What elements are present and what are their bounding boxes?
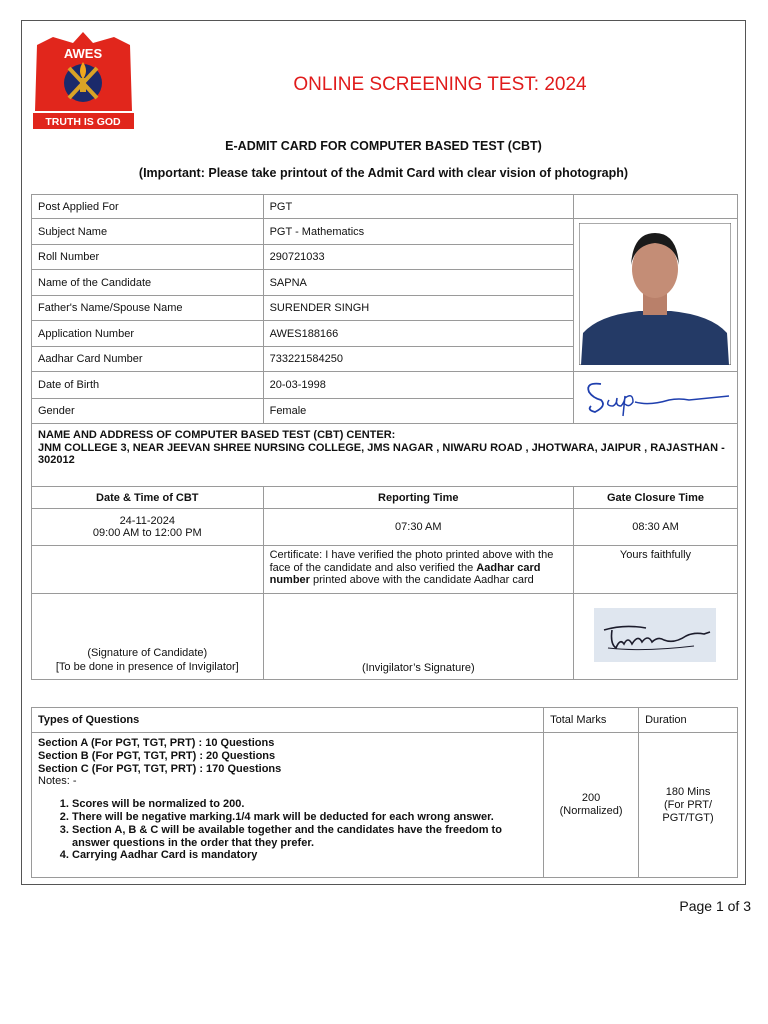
row-value: SAPNA (263, 270, 573, 296)
certificate-text-part: printed above with the candidate Aadhar card (309, 574, 534, 587)
notes-list (38, 798, 537, 862)
types-of-questions-header: Types of Questions (32, 708, 544, 733)
notes-label: Notes: - (38, 775, 77, 788)
admit-card-subtitle: E-ADMIT CARD FOR COMPUTER BASED TEST (CBT) (225, 139, 542, 153)
duration-cell (639, 733, 738, 878)
awes-logo (29, 31, 138, 130)
list-item: 1. Scores will be normalized to 200. (72, 798, 537, 811)
section-b: Section B (For PGT, TGT, PRT) : 20 Questions (38, 749, 276, 762)
exam-center-heading: NAME AND ADDRESS OF COMPUTER BASED TEST (CBT) CENTER: (38, 429, 396, 441)
section-c: Section C (For PGT, TGT, PRT) : 170 Questions (38, 762, 282, 775)
candidate-signature-image (579, 374, 731, 418)
page-number: Page 1 of 3 (679, 898, 751, 914)
row-label: Aadhar Card Number (32, 347, 264, 372)
table-row (32, 594, 738, 680)
logo-top-text: AWES (63, 46, 103, 61)
row-label: Date of Birth (32, 372, 264, 399)
photo-cell (573, 219, 737, 372)
candidate-signature-cell (573, 372, 737, 424)
table-row (32, 546, 738, 594)
row-value: 290721033 (263, 245, 573, 270)
candidate-signature-label (32, 594, 264, 680)
table-row (32, 708, 738, 733)
row-value: PGT (263, 195, 573, 219)
row-value: 20-03-1998 (263, 372, 573, 399)
authority-signature-image (594, 608, 716, 662)
logo-banner-text: TRUTH IS GOD (45, 116, 121, 128)
total-marks-cell (544, 733, 639, 878)
row-label: Name of the Candidate (32, 270, 264, 296)
table-row (32, 487, 738, 509)
total-marks-value: 200 (581, 792, 601, 804)
table-row (32, 219, 738, 245)
reporting-time-header: Reporting Time (263, 487, 573, 509)
page-title: ONLINE SCREENING TEST: 2024 (293, 74, 587, 95)
question-types-table (31, 707, 738, 878)
table-row (32, 195, 738, 219)
question-details (32, 733, 544, 878)
important-note: (Important: Please take printout of the Admit Card with clear vision of photograph) (138, 166, 629, 180)
duration-note: (For PRT/ PGT/TGT) (662, 798, 714, 824)
row-label: Post Applied For (32, 195, 264, 219)
candidate-signature-line1: (Signature of Candidate) (87, 647, 208, 659)
exam-center-address: JNM COLLEGE 3, NEAR JEEVAN SHREE NURSING COLLEGE, JMS NAGAR , NIWARU ROAD , JHOTWARA, JAIPUR , RAJASTHAN - 302012 (38, 441, 725, 466)
row-label: Roll Number (32, 245, 264, 270)
blank-cell (32, 546, 264, 594)
duration-header: Duration (639, 708, 738, 733)
list-item: 3. Section A, B & C will be available together and the candidates have the freedom to answer questions in the order that they prefer. (72, 824, 537, 850)
blank-cell (573, 195, 737, 219)
table-row (32, 509, 738, 546)
candidate-photo (579, 223, 731, 365)
exam-date: 24-11-2024 (119, 514, 176, 527)
invigilator-signature-label: (Invigilator’s Signature) (263, 594, 573, 680)
exam-date-time (32, 509, 264, 546)
section-a: Section A (For PGT, TGT, PRT) : 10 Questions (38, 737, 275, 749)
row-value: SURENDER SINGH (263, 296, 573, 321)
yours-faithfully: Yours faithfully (573, 546, 737, 594)
candidate-signature-line2: [To be done in presence of Invigilator] (55, 660, 239, 673)
total-marks-header: Total Marks (544, 708, 639, 733)
date-time-header: Date & Time of CBT (32, 487, 264, 509)
table-row (32, 733, 738, 878)
list-item: 2. There will be negative marking.1/4 mark will be deducted for each wrong answer. (72, 811, 537, 824)
certificate-text-part: Certificate: I have verified the photo printed above with the face of the candidate and also verified the (269, 549, 554, 574)
duration-value: 180 Mins (665, 785, 711, 798)
row-value: AWES188166 (263, 321, 573, 347)
row-label: Gender (32, 398, 264, 424)
row-label: Father's Name/Spouse Name (32, 296, 264, 321)
row-label: Subject Name (32, 219, 264, 245)
certificate-text (263, 546, 573, 594)
table-row (32, 424, 738, 487)
certificate-bold-text: Aadhar card number (269, 561, 541, 587)
table-row (32, 372, 738, 399)
exam-center-cell (32, 424, 738, 487)
row-value: Female (263, 398, 573, 424)
reporting-time: 07:30 AM (263, 509, 573, 546)
authority-signature-cell (573, 594, 737, 680)
candidate-details-table (31, 194, 738, 680)
list-item: 4. Carrying Aadhar Card is mandatory (72, 849, 537, 862)
row-value: PGT - Mathematics (263, 219, 573, 245)
exam-time: 09:00 AM to 12:00 PM (92, 527, 202, 539)
gate-closure-time: 08:30 AM (573, 509, 737, 546)
row-value: 733221584250 (263, 347, 573, 372)
total-marks-note: (Normalized) (559, 805, 623, 817)
row-label: Application Number (32, 321, 264, 347)
gate-closure-header: Gate Closure Time (573, 487, 737, 509)
